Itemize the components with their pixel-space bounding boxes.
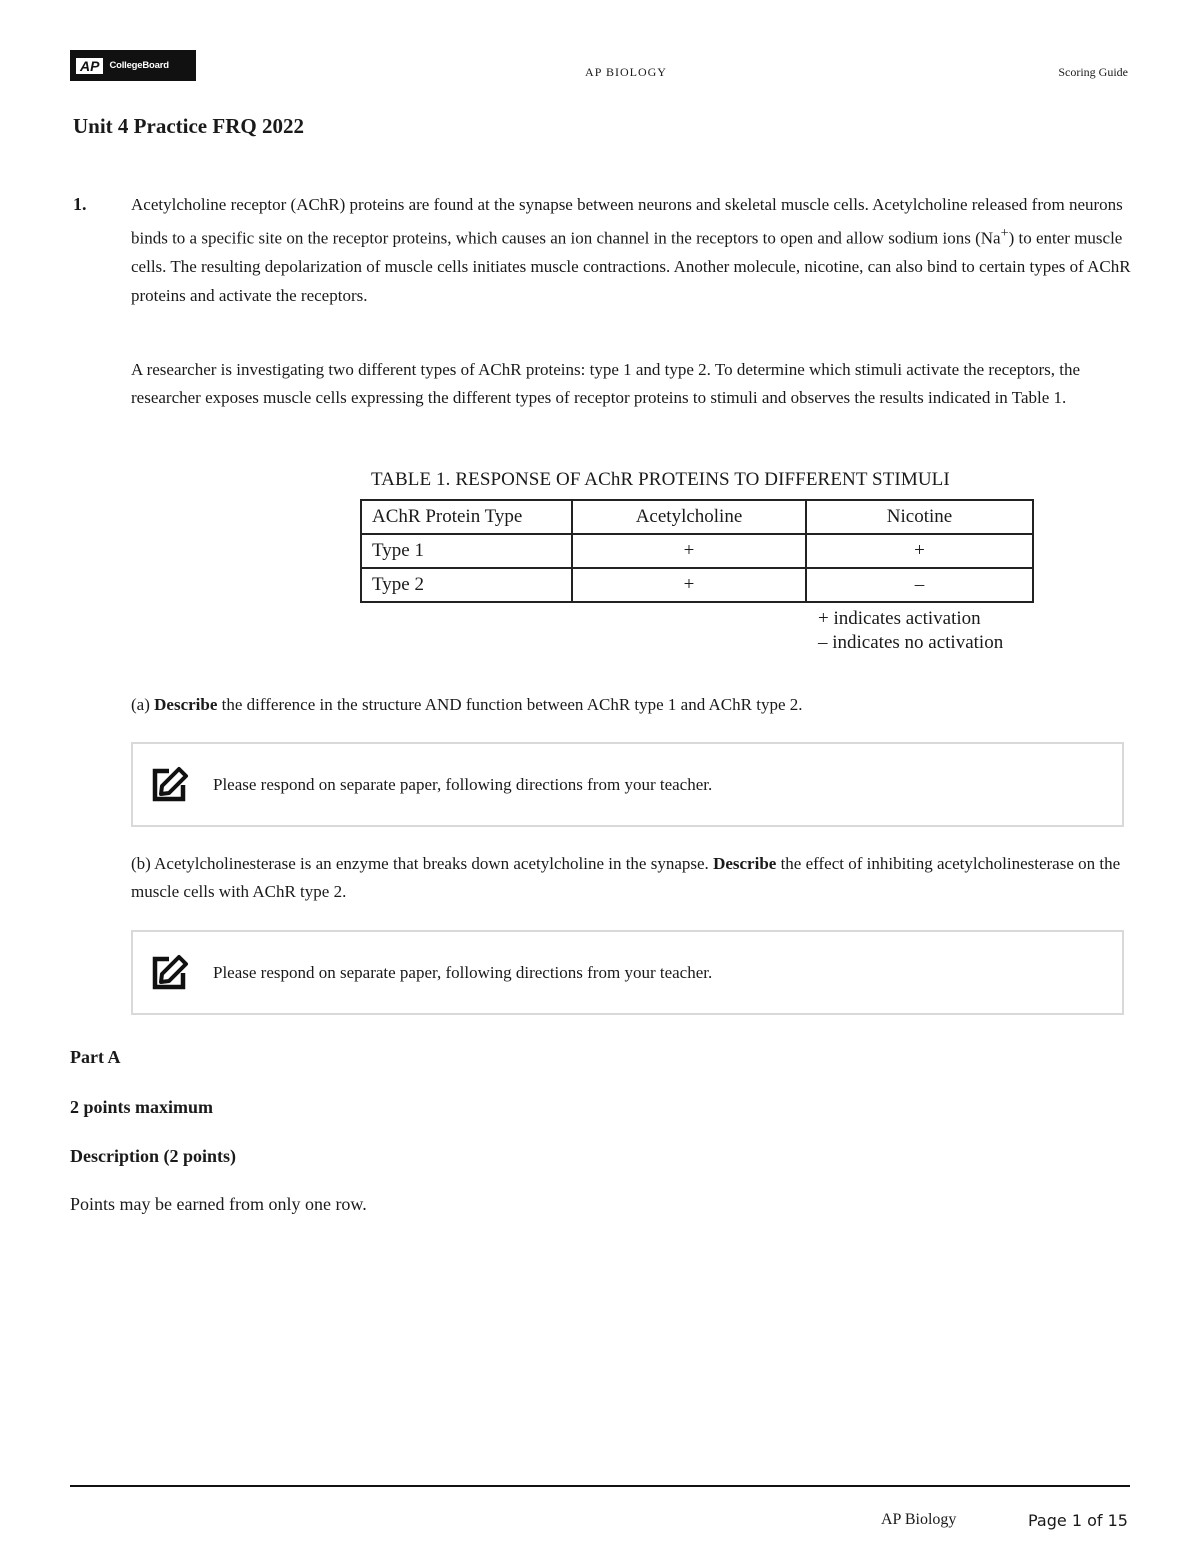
table-cell: Type 1 <box>361 534 572 568</box>
table-cell: – <box>806 568 1033 602</box>
scoring-points-max: 2 points maximum <box>70 1097 214 1117</box>
edit-icon <box>149 765 189 805</box>
footer-course: AP Biology <box>881 1511 957 1528</box>
table-header-row <box>361 500 1033 534</box>
response-instructions: Please respond on separate paper, following directions from your teacher. <box>213 774 713 794</box>
logo-collegeboard-text: CollegeBoard <box>109 60 169 71</box>
na-superscript: + <box>1000 225 1009 242</box>
part-b-task-verb: Describe <box>713 854 777 873</box>
part-a-task-verb: Describe <box>154 695 218 714</box>
scoring-note: Points may be earned from only one row. <box>70 1194 367 1214</box>
part-a-text: the difference in the structure AND function between AChR type 1 and AChR type 2. <box>217 695 803 714</box>
footer-page-number: Page 1 of 15 <box>1028 1511 1128 1530</box>
table-header-cell: Acetylcholine <box>572 500 806 534</box>
table-caption: TABLE 1. RESPONSE OF AChR PROTEINS TO DIFFERENT STIMULI <box>371 469 950 490</box>
question-paragraph-1 <box>131 191 1131 310</box>
part-b-text: the effect of inhibiting acetylcholinesterase on the muscle cells with AChR type 2. <box>131 854 1121 902</box>
response-box-b <box>131 930 1124 1015</box>
footer-divider <box>70 1485 1130 1487</box>
table-row <box>361 534 1033 568</box>
para1-text-end: ) to enter muscle cells. The resulting depolarization of muscle cells initiates muscle contractions. Another molecule, nicotine, can also bind to certain types of AChR proteins and activate the receptors. <box>131 228 1131 305</box>
legend-activation: + indicates activation <box>818 608 981 629</box>
prompt-part-a <box>131 691 1131 719</box>
scoring-part-heading: Part A <box>70 1047 121 1067</box>
page-title: Unit 4 Practice FRQ 2022 <box>73 114 304 138</box>
legend-no-activation: – indicates no activation <box>818 632 1004 653</box>
table-header-cell: Nicotine <box>806 500 1033 534</box>
table-cell: + <box>572 568 806 602</box>
header-scoring-guide: Scoring Guide <box>1058 65 1128 79</box>
table-row <box>361 568 1033 602</box>
part-b-prefix: (b) Acetylcholinesterase is an enzyme that breaks down acetylcholine in the synapse. <box>131 854 714 873</box>
header-subject: AP BIOLOGY <box>585 65 667 79</box>
table-cell: + <box>806 534 1033 568</box>
response-instructions: Please respond on separate paper, following directions from your teacher. <box>213 962 713 982</box>
edit-icon <box>149 953 189 993</box>
logo-ap-mark: AP <box>76 58 103 74</box>
para1-text-start: Acetylcholine receptor (AChR) proteins are found at the synapse between neurons and skeletal muscle cells. Acetylcholine released from neurons binds to a specific site on the receptor proteins, which causes an ion channel in the receptors to open and allow sodium ions (Na <box>131 195 1123 248</box>
table-cell: Type 2 <box>361 568 572 602</box>
question-paragraph-2: A researcher is investigating two different types of AChR proteins: type 1 and type 2. To determine which stimuli activate the receptors, the researcher exposes muscle cells expressing the different types of receptor proteins to stimuli and observes the results indicated in Table 1. <box>131 360 1080 408</box>
prompt-part-b <box>131 850 1131 907</box>
question-number: 1. <box>73 194 87 214</box>
part-a-prefix: (a) <box>131 695 155 714</box>
table-header-cell: AChR Protein Type <box>361 500 572 534</box>
response-box-a <box>131 742 1124 827</box>
table-cell: + <box>572 534 806 568</box>
scoring-description-heading: Description (2 points) <box>70 1146 236 1166</box>
stimuli-table <box>360 499 1034 603</box>
